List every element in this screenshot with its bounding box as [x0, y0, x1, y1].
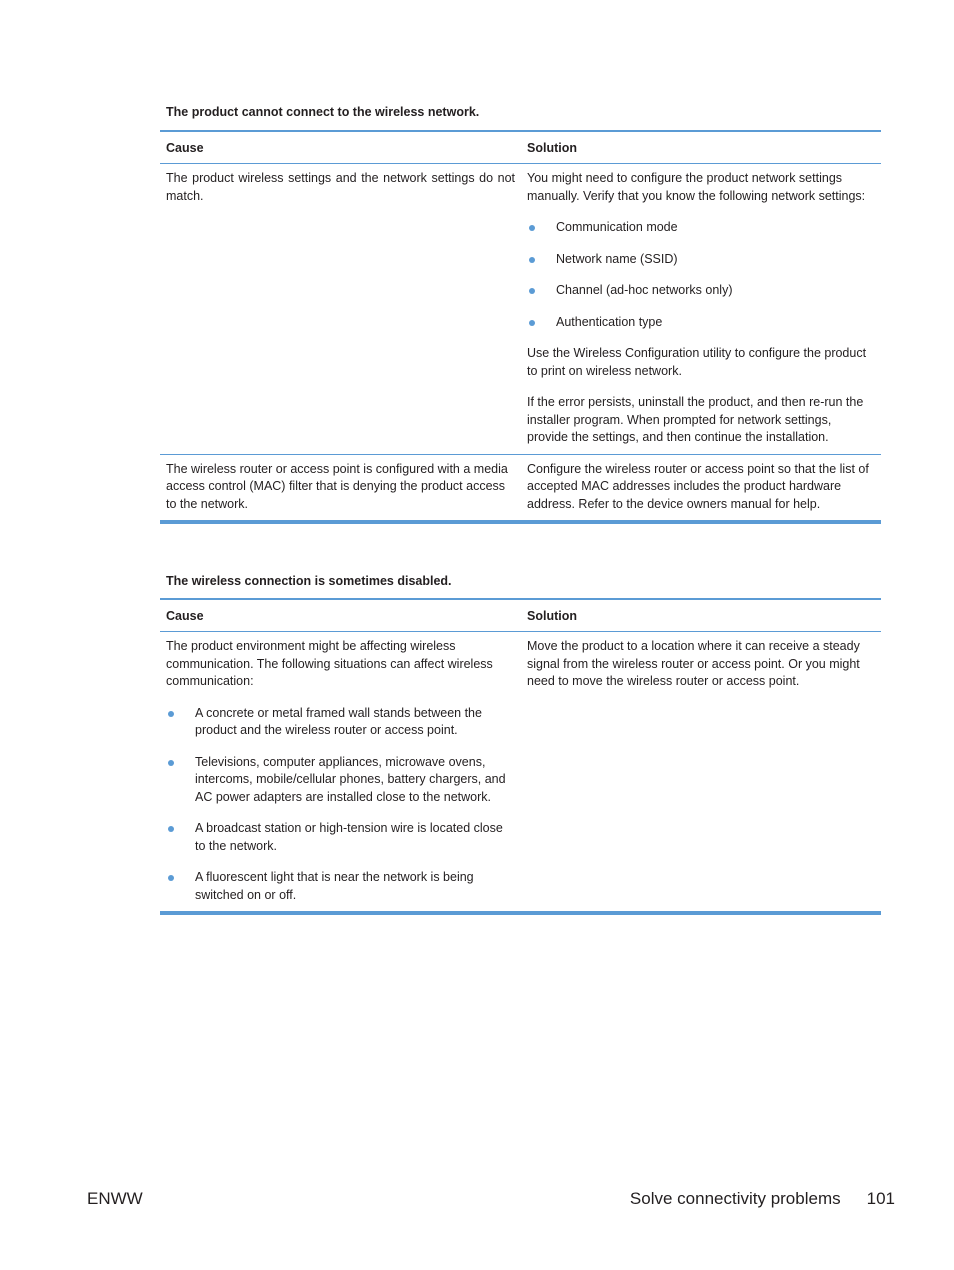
- solution-text: Configure the wireless router or access point so that the list of accepted MAC addresses includes the product hardware address. Refer to the device owners manual for help.: [527, 461, 869, 511]
- bullet-icon: [168, 875, 174, 881]
- bullet-icon: [168, 826, 174, 832]
- settings-list: [527, 219, 875, 331]
- bullet-icon: [529, 288, 535, 294]
- list-item: A concrete or metal framed wall stands between the product and the wireless router or access point.: [166, 705, 515, 740]
- table-header-row: [160, 131, 881, 164]
- cause-cell: [160, 632, 521, 914]
- table-header-row: [160, 599, 881, 632]
- troubleshooting-table: [160, 130, 881, 524]
- cause-text: The product wireless settings and the network settings do not match.: [166, 171, 515, 203]
- situations-list: [166, 705, 515, 905]
- cause-column-header: Cause: [160, 131, 521, 164]
- section-wireless-disabled: [160, 573, 881, 915]
- footer-running-title: [630, 1188, 895, 1210]
- solution-column-header: Solution: [521, 599, 881, 632]
- solution-column-header: Solution: [521, 131, 881, 164]
- solution-paragraph: Use the Wireless Configuration utility to configure the product to print on wireless network.: [527, 346, 867, 378]
- footer-locale: ENWW: [87, 1189, 143, 1208]
- section-title: The wireless connection is sometimes disabled.: [166, 574, 452, 588]
- cause-intro: The product environment might be affecting wireless communication. The following situations can affect wireless communication:: [166, 639, 493, 688]
- cause-text: The wireless router or access point is configured with a media access control (MAC) filter that is denying the product access to the network.: [166, 461, 508, 511]
- bullet-icon: [168, 760, 174, 766]
- list-item: Channel (ad-hoc networks only): [527, 282, 875, 300]
- solution-cell: [521, 632, 881, 914]
- list-item: Authentication type: [527, 314, 875, 332]
- solution-cell: [521, 164, 881, 455]
- section-wireless-cannot-connect: [160, 104, 881, 524]
- solution-paragraph: If the error persists, uninstall the product, and then re-run the installer program. When prompted for network settings, provide the settings, and then continue the installation.: [527, 395, 864, 444]
- section-title: The product cannot connect to the wireless network.: [166, 105, 480, 119]
- bullet-icon: [168, 711, 174, 717]
- cause-cell: [160, 454, 521, 522]
- cause-column-header: Cause: [160, 599, 521, 632]
- solution-cell: [521, 454, 881, 522]
- solution-intro: You might need to configure the product network settings manually. Verify that you know the following network settings:: [527, 171, 866, 203]
- list-item: A fluorescent light that is near the network is being switched on or off.: [166, 869, 515, 904]
- table-row: [160, 164, 881, 455]
- cause-cell: [160, 164, 521, 455]
- solution-text: Move the product to a location where it can receive a steady signal from the wireless router or access point. Or you might need to move the wireless router or access point.: [527, 639, 860, 688]
- list-item: Televisions, computer appliances, microwave ovens, intercoms, mobile/cellular phones, battery chargers, and AC power adapters are installed close to the network.: [166, 754, 515, 807]
- table-row: [160, 454, 881, 522]
- list-item: A broadcast station or high-tension wire is located close to the network.: [166, 820, 515, 855]
- bullet-icon: [529, 225, 535, 231]
- table-row: [160, 632, 881, 914]
- list-item: Communication mode: [527, 219, 875, 237]
- page-number: 101: [866, 1189, 895, 1208]
- bullet-icon: [529, 257, 535, 263]
- list-item: Network name (SSID): [527, 251, 875, 269]
- troubleshooting-table: [160, 598, 881, 915]
- footer-section-title: Solve connectivity problems: [629, 1189, 841, 1208]
- bullet-icon: [529, 320, 535, 326]
